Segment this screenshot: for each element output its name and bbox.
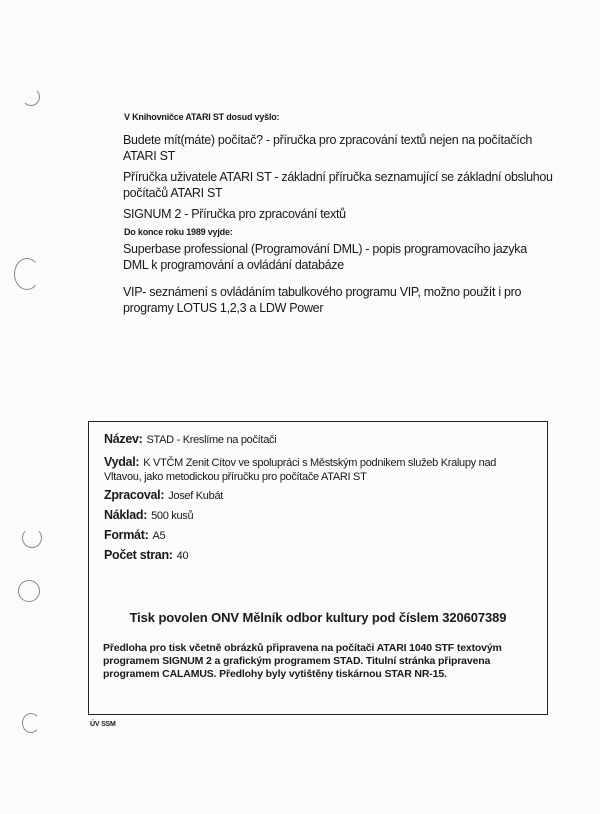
imprint-author-value: Josef Kubát (168, 490, 224, 502)
list-item: Příručka uživatele ATARI ST - základní příručka seznamující se základní obsluhou počítačů ATARI ST (123, 170, 553, 200)
imprint-format-value: A5 (152, 530, 166, 542)
imprint-pages-label: Počet stran: (104, 548, 173, 562)
imprint-print-run-row (104, 508, 193, 523)
imprint-title-row (104, 432, 276, 447)
imprint-print-run-value: 500 kusů (151, 510, 194, 522)
printer-mark: ÚV SSM (90, 721, 116, 728)
list-item: Budete mít(máte) počítač? - příručka pro zpracování textů nejen na počítačích ATARI ST (123, 133, 533, 163)
punch-hole-1 (22, 88, 40, 106)
punch-hole-3 (22, 528, 42, 548)
list-item: Superbase professional (Programování DML) - popis programovacího jazyka DML k programování a ovládání databáze (123, 242, 527, 272)
imprint-publisher-label: Vydal: (104, 455, 140, 469)
imprint-title-value: STAD - Kreslíme na počítači (146, 434, 277, 446)
imprint-pages-value: 40 (176, 550, 189, 562)
list-heading-upcoming: Do konce roku 1989 vyjde: (124, 227, 233, 237)
imprint-publisher-row (104, 455, 534, 484)
imprint-author-label: Zpracoval: (104, 488, 165, 502)
print-permit: Tisk povolen ONV Mělník odbor kultury pod číslem 320607389 (129, 610, 507, 625)
punch-hole-5 (22, 713, 40, 733)
imprint-print-run-label: Náklad: (104, 508, 148, 522)
imprint-pages-row (104, 548, 188, 563)
imprint-publisher-value: K VTČM Zenit Cítov ve spolupráci s Městským podnikem služeb Kralupy nad Vltavou, jako metodickou příručku pro počítače ATARI ST (104, 457, 497, 483)
list-item: SIGNUM 2 - Příručka pro zpracování textů (123, 207, 346, 221)
punch-hole-2 (14, 258, 40, 290)
imprint-title-label: Název: (104, 432, 143, 446)
production-note: Předloha pro tisk včetně obrázků připravena na počítači ATARI 1040 STF textovým programem SIGNUM 2 a grafickým programem STAD. Titulní stránka připravena programem CALAMUS. Předlohy byly vytištěny tiskárnou STAR NR-15. (103, 642, 502, 680)
imprint-format-label: Formát: (104, 528, 149, 542)
list-item: VIP- seznámení s ovládáním tabulkového programu VIP, možno použít i pro programy LOTUS 1,2,3 a LDW Power (123, 285, 522, 315)
punch-hole-4 (18, 580, 40, 602)
imprint-box (88, 421, 548, 715)
imprint-format-row (104, 528, 165, 543)
list-heading-published: V Knihovničce ATARI ST dosud vyšlo: (124, 112, 280, 122)
imprint-author-row (104, 488, 223, 503)
